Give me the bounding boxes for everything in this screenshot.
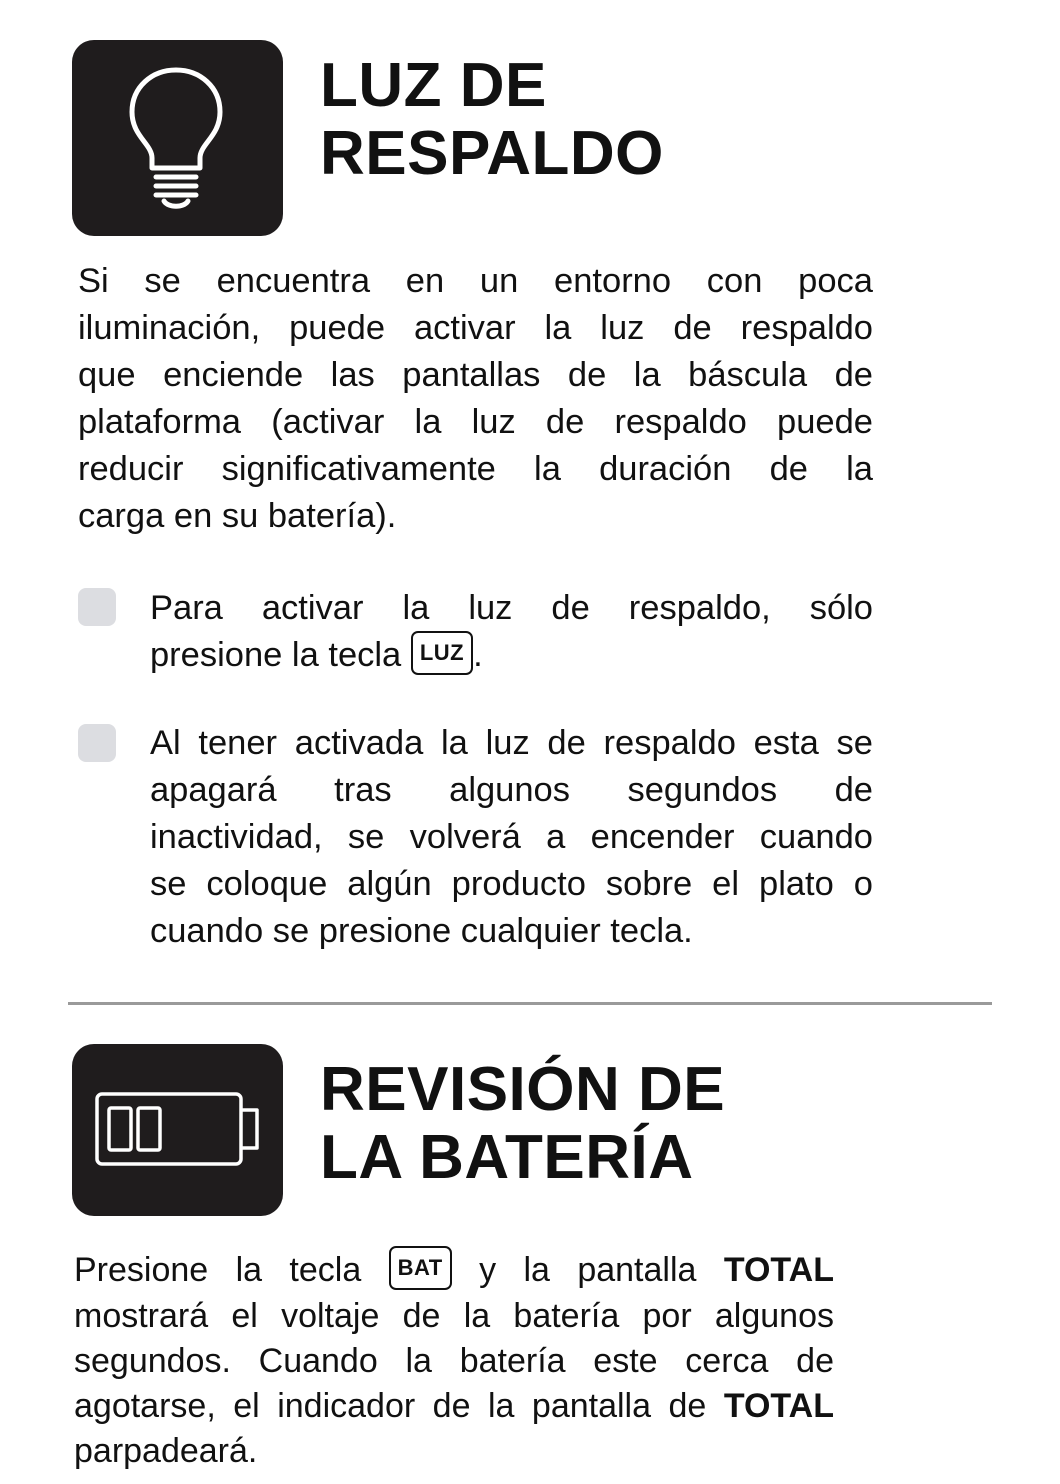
battery-icon — [72, 1044, 283, 1216]
battery-paragraph — [74, 1248, 834, 1474]
section-divider — [68, 1002, 992, 1005]
backlight-item-2 — [150, 720, 873, 955]
battery-line: mostrará el voltaje de la batería por algunos — [74, 1297, 834, 1336]
item-line — [150, 632, 873, 679]
battery-line — [74, 1248, 834, 1294]
bullet-marker — [78, 724, 116, 762]
battery-line: parpadeará. — [74, 1432, 258, 1471]
item-line: apagará tras algunos segundos de — [150, 771, 873, 809]
backlight-icon-box — [72, 40, 283, 236]
battery-text: agotarse, el indicador de la pantalla de — [74, 1387, 724, 1426]
item-line: se coloque algún producto sobre el plato o — [150, 865, 873, 903]
intro-line: plataforma (activar la luz de respaldo puede — [78, 403, 873, 441]
battery-icon-box — [72, 1044, 283, 1216]
battery-text: y la pantalla — [451, 1251, 724, 1289]
item-text: . — [473, 636, 483, 674]
intro-line: carga en su batería). — [78, 497, 397, 535]
backlight-title — [320, 52, 664, 188]
luz-key: LUZ — [411, 631, 473, 675]
battery-line: segundos. Cuando la batería este cerca de — [74, 1342, 834, 1381]
backlight-intro-paragraph — [78, 258, 873, 540]
item-text: presione la tecla — [150, 636, 411, 674]
backlight-title-line-1: LUZ DE — [320, 51, 547, 120]
total-label: TOTAL — [723, 1387, 834, 1426]
backlight-item-1 — [150, 585, 873, 679]
bullet-marker — [78, 588, 116, 626]
battery-title-line-2: LA BATERÍA — [320, 1123, 694, 1192]
bat-key: BAT — [389, 1246, 452, 1290]
item-line: Para activar la luz de respaldo, sólo — [150, 589, 873, 627]
intro-line: que enciende las pantallas de la báscula de — [78, 356, 873, 394]
battery-line — [74, 1384, 834, 1429]
intro-line: reducir significativamente la duración de la — [78, 450, 873, 488]
item-line: Al tener activada la luz de respaldo esta se — [150, 724, 873, 762]
battery-title — [320, 1056, 725, 1192]
total-label: TOTAL — [723, 1251, 834, 1289]
intro-line: iluminación, puede activar la luz de respaldo — [78, 309, 873, 347]
intro-line: Si se encuentra en un entorno con poca — [78, 262, 873, 300]
battery-text: Presione la tecla — [74, 1251, 389, 1289]
battery-title-line-1: REVISIÓN DE — [320, 1055, 726, 1124]
item-line: cuando se presione cualquier tecla. — [150, 912, 693, 950]
item-line: inactividad, se volverá a encender cuando — [150, 818, 873, 856]
light-bulb-icon — [72, 40, 283, 236]
backlight-title-line-2: RESPALDO — [320, 119, 664, 188]
